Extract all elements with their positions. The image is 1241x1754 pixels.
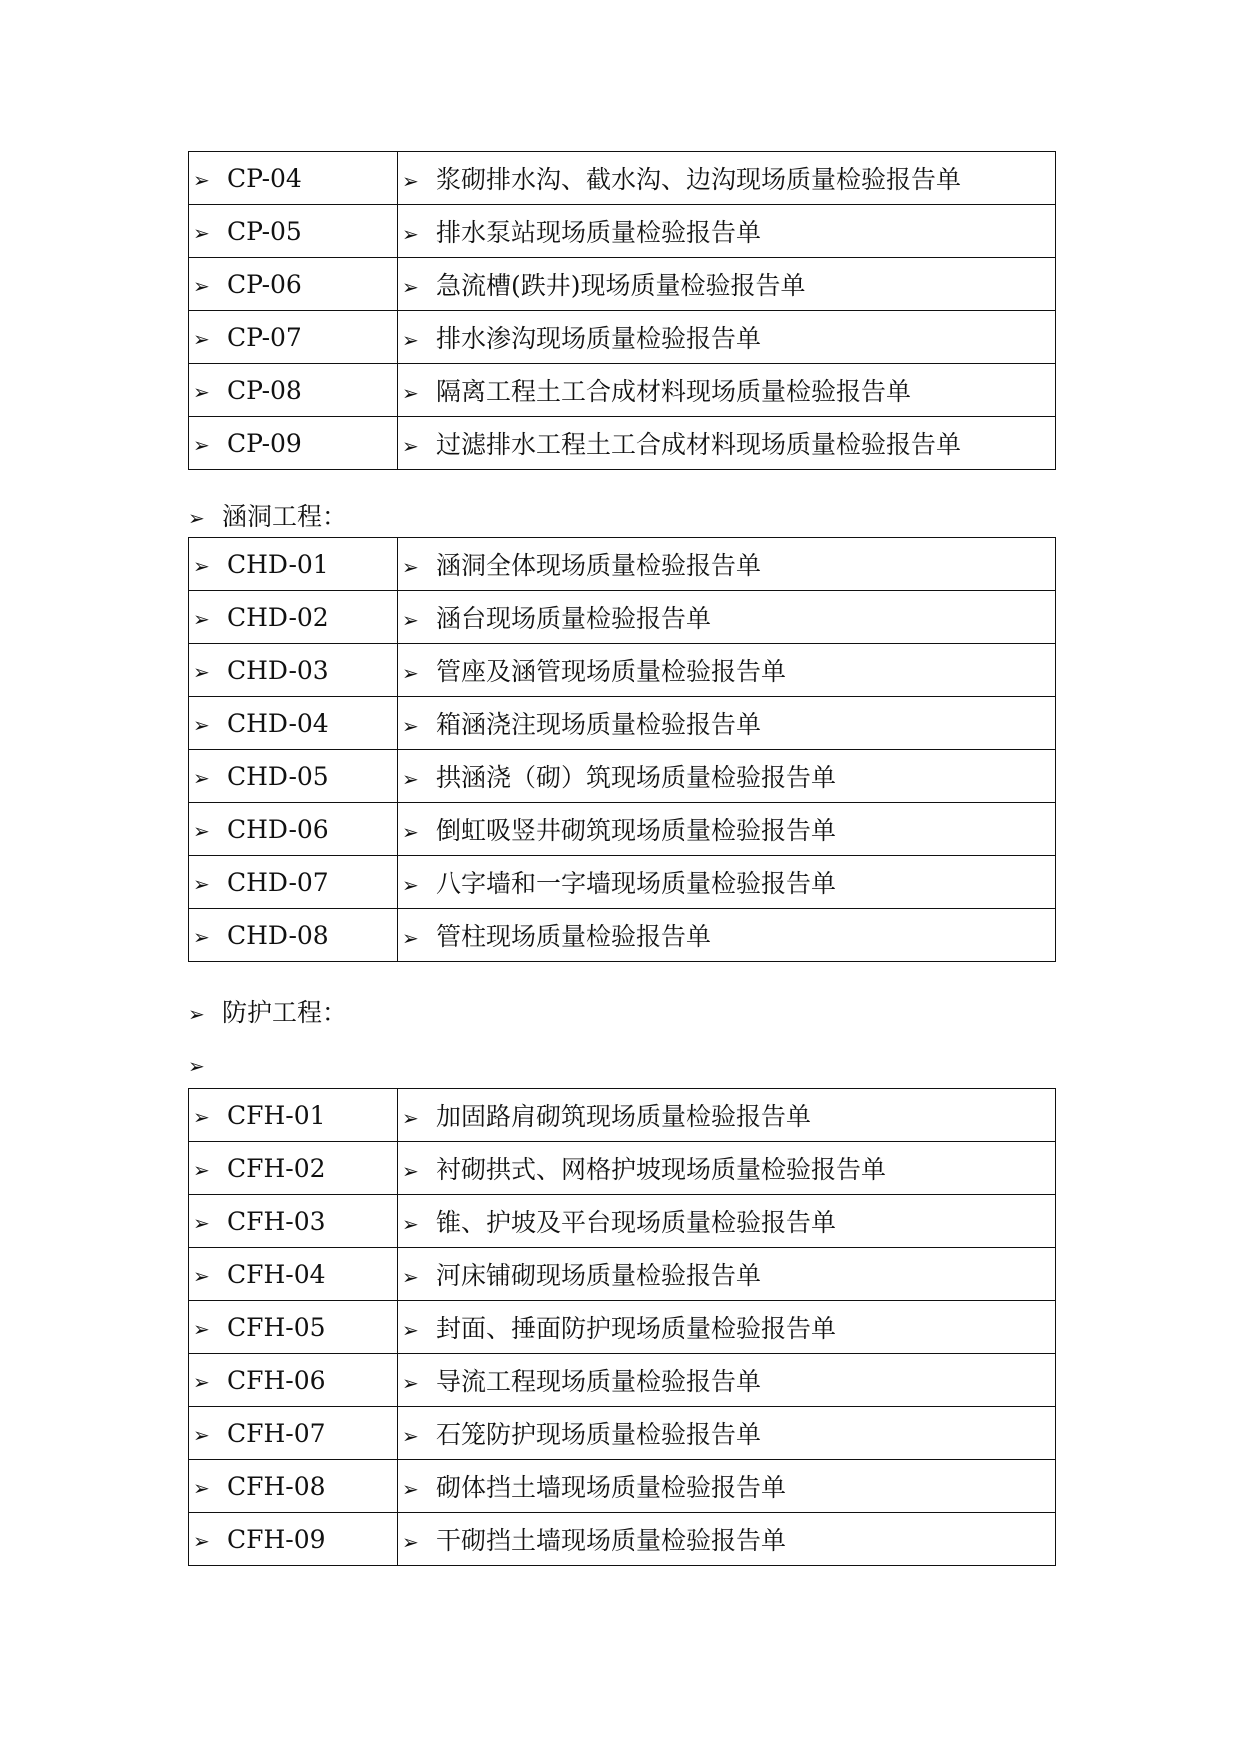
title-cell: ➢ 锥、护坡及平台现场质量检验报告单 [398,1195,1056,1248]
arrow-bullet-icon: ➢ [402,873,419,897]
table-row [189,909,1056,962]
table-row [189,1354,1056,1407]
arrow-bullet-icon: ➢ [402,434,419,458]
section-heading-culvert: ➢ 涵洞工程： [188,497,347,537]
arrow-bullet-icon: ➢ [193,818,210,843]
arrow-bullet-icon: ➢ [193,553,210,578]
table-culvert [188,537,1056,962]
table-row [189,311,1056,364]
arrow-bullet-icon: ➢ [402,820,419,844]
title-cell: ➢ 涵洞全体现场质量检验报告单 [398,538,1056,591]
empty-bullet-line [188,1045,222,1085]
table-row [189,152,1056,205]
title-cell: ➢ 急流槽(跌井)现场质量检验报告单 [398,258,1056,311]
table-drainage [188,151,1056,470]
table-row [189,258,1056,311]
arrow-bullet-icon: ➢ [402,1424,419,1448]
title-cell: ➢ 导流工程现场质量检验报告单 [398,1354,1056,1407]
title-cell: ➢ 过滤排水工程土工合成材料现场质量检验报告单 [398,417,1056,470]
title-cell: ➢ 河床铺砌现场质量检验报告单 [398,1248,1056,1301]
code-cell: ➢ CHD-08 [189,909,398,962]
code-cell: ➢ CFH-06 [189,1354,398,1407]
code-cell: ➢ CFH-05 [189,1301,398,1354]
section-heading-protection: ➢ 防护工程： [188,993,347,1033]
code-cell: ➢ CHD-01 [189,538,398,591]
code-cell: ➢ CP-06 [189,258,398,311]
arrow-bullet-icon: ➢ [193,1157,210,1182]
arrow-bullet-icon: ➢ [193,379,210,404]
arrow-bullet-icon: ➢ [402,1318,419,1342]
title-cell: ➢ 加固路肩砌筑现场质量检验报告单 [398,1089,1056,1142]
arrow-bullet-icon: ➢ [402,714,419,738]
table-row [189,1089,1056,1142]
table-row [189,1407,1056,1460]
arrow-bullet-icon: ➢ [402,169,419,193]
arrow-bullet-icon: ➢ [193,220,210,245]
table-row [189,1248,1056,1301]
title-cell: ➢ 涵台现场质量检验报告单 [398,591,1056,644]
table-row [189,803,1056,856]
arrow-bullet-icon: ➢ [188,506,205,530]
table-row [189,591,1056,644]
code-cell: ➢ CP-04 [189,152,398,205]
code-cell: ➢ CHD-05 [189,750,398,803]
table-drainage-block [188,151,1056,470]
table-row [189,1195,1056,1248]
arrow-bullet-icon: ➢ [402,222,419,246]
arrow-bullet-icon: ➢ [193,659,210,684]
table-row [189,205,1056,258]
arrow-bullet-icon: ➢ [402,1477,419,1501]
table-row [189,1513,1056,1566]
arrow-bullet-icon: ➢ [402,1106,419,1130]
arrow-bullet-icon: ➢ [402,328,419,352]
arrow-bullet-icon: ➢ [193,1528,210,1553]
title-cell: ➢ 封面、捶面防护现场质量检验报告单 [398,1301,1056,1354]
code-cell: ➢ CFH-09 [189,1513,398,1566]
table-row [189,1460,1056,1513]
arrow-bullet-icon: ➢ [193,712,210,737]
title-cell: ➢ 石笼防护现场质量检验报告单 [398,1407,1056,1460]
code-cell: ➢ CP-09 [189,417,398,470]
title-cell: ➢ 砌体挡土墙现场质量检验报告单 [398,1460,1056,1513]
code-cell: ➢ CFH-04 [189,1248,398,1301]
arrow-bullet-icon: ➢ [402,926,419,950]
table-row [189,644,1056,697]
table-protection-block [188,1088,1056,1566]
arrow-bullet-icon: ➢ [402,1265,419,1289]
title-cell: ➢ 浆砌排水沟、截水沟、边沟现场质量检验报告单 [398,152,1056,205]
title-cell: ➢ 衬砌拱式、网格护坡现场质量检验报告单 [398,1142,1056,1195]
arrow-bullet-icon: ➢ [193,432,210,457]
title-cell: ➢ 倒虹吸竖井砌筑现场质量检验报告单 [398,803,1056,856]
title-cell: ➢ 干砌挡土墙现场质量检验报告单 [398,1513,1056,1566]
code-cell: ➢ CFH-02 [189,1142,398,1195]
arrow-bullet-icon: ➢ [193,1210,210,1235]
arrow-bullet-icon: ➢ [402,555,419,579]
table-row [189,538,1056,591]
arrow-bullet-icon: ➢ [193,765,210,790]
code-cell: ➢ CP-07 [189,311,398,364]
title-cell: ➢ 隔离工程土工合成材料现场质量检验报告单 [398,364,1056,417]
table-row [189,364,1056,417]
table-row [189,750,1056,803]
arrow-bullet-icon: ➢ [402,661,419,685]
table-row [189,1301,1056,1354]
table-culvert-block [188,537,1056,962]
code-cell: ➢ CFH-08 [189,1460,398,1513]
table-row [189,697,1056,750]
title-cell: ➢ 拱涵浇（砌）筑现场质量检验报告单 [398,750,1056,803]
arrow-bullet-icon: ➢ [188,1054,205,1078]
table-row [189,856,1056,909]
title-cell: ➢ 箱涵浇注现场质量检验报告单 [398,697,1056,750]
arrow-bullet-icon: ➢ [193,1263,210,1288]
code-cell: ➢ CHD-07 [189,856,398,909]
table-protection [188,1088,1056,1566]
title-cell: ➢ 管柱现场质量检验报告单 [398,909,1056,962]
arrow-bullet-icon: ➢ [402,608,419,632]
table-row [189,1142,1056,1195]
title-cell: ➢ 排水渗沟现场质量检验报告单 [398,311,1056,364]
code-cell: ➢ CHD-02 [189,591,398,644]
code-cell: ➢ CHD-06 [189,803,398,856]
code-cell: ➢ CHD-03 [189,644,398,697]
arrow-bullet-icon: ➢ [402,275,419,299]
code-cell: ➢ CFH-03 [189,1195,398,1248]
title-cell: ➢ 八字墙和一字墙现场质量检验报告单 [398,856,1056,909]
arrow-bullet-icon: ➢ [188,1002,205,1026]
arrow-bullet-icon: ➢ [193,273,210,298]
arrow-bullet-icon: ➢ [193,1369,210,1394]
arrow-bullet-icon: ➢ [193,1475,210,1500]
arrow-bullet-icon: ➢ [193,924,210,949]
arrow-bullet-icon: ➢ [193,1316,210,1341]
code-cell: ➢ CFH-07 [189,1407,398,1460]
arrow-bullet-icon: ➢ [402,381,419,405]
arrow-bullet-icon: ➢ [193,606,210,631]
arrow-bullet-icon: ➢ [402,1212,419,1236]
code-cell: ➢ CFH-01 [189,1089,398,1142]
arrow-bullet-icon: ➢ [193,871,210,896]
arrow-bullet-icon: ➢ [193,1104,210,1129]
code-cell: ➢ CP-08 [189,364,398,417]
arrow-bullet-icon: ➢ [402,1530,419,1554]
arrow-bullet-icon: ➢ [402,767,419,791]
arrow-bullet-icon: ➢ [402,1159,419,1183]
table-row [189,417,1056,470]
title-cell: ➢ 排水泵站现场质量检验报告单 [398,205,1056,258]
arrow-bullet-icon: ➢ [193,1422,210,1447]
title-cell: ➢ 管座及涵管现场质量检验报告单 [398,644,1056,697]
arrow-bullet-icon: ➢ [402,1371,419,1395]
code-cell: ➢ CP-05 [189,205,398,258]
arrow-bullet-icon: ➢ [193,167,210,192]
arrow-bullet-icon: ➢ [193,326,210,351]
code-cell: ➢ CHD-04 [189,697,398,750]
